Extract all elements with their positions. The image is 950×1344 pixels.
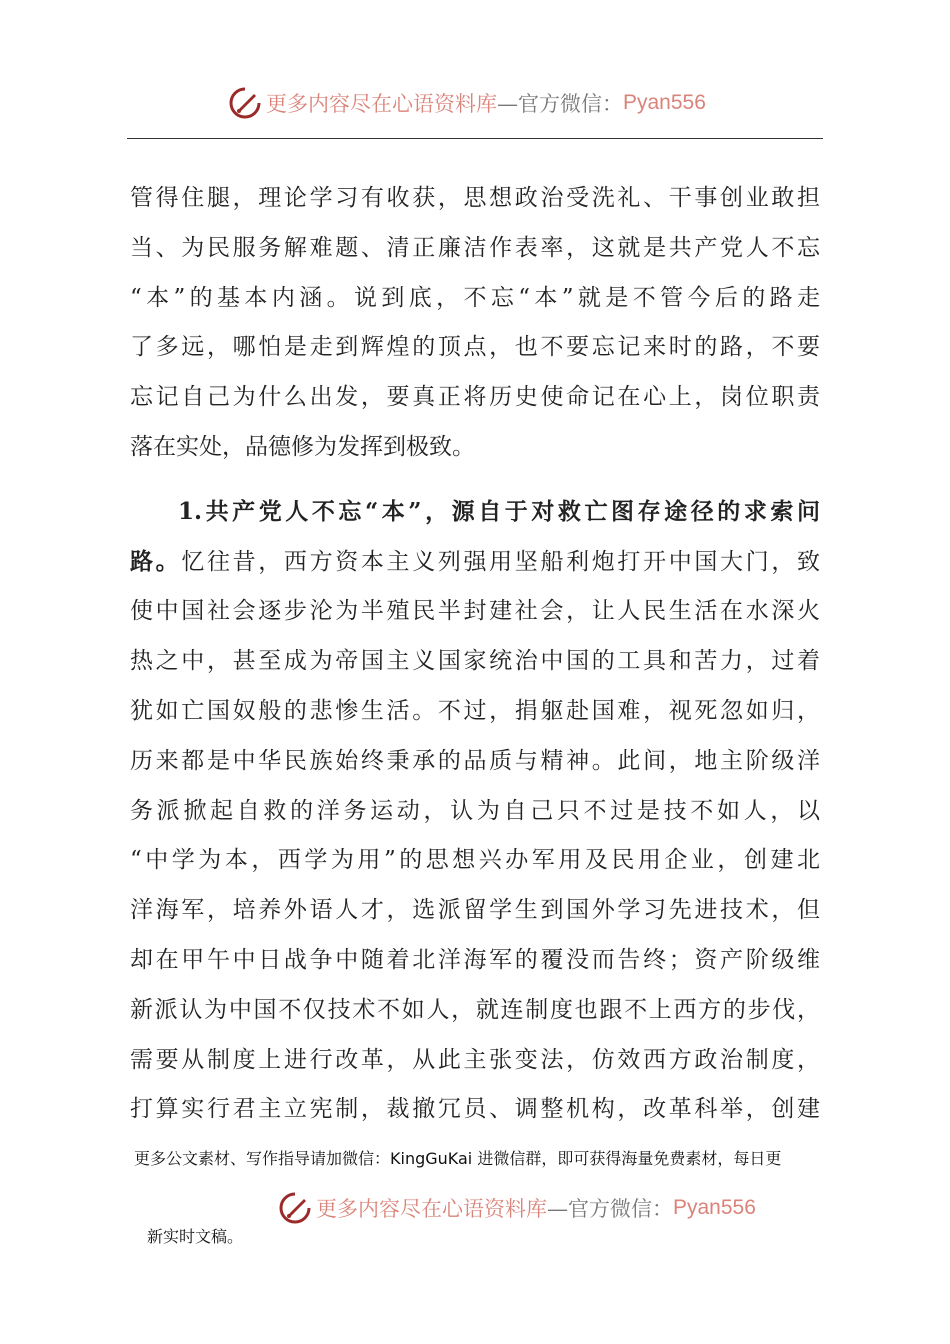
text-segment: 忆往昔，西方资本主义列强用坚船利炮打开中国大门，致 <box>181 548 821 575</box>
paragraph-1 <box>130 178 820 477</box>
header-watermark <box>228 86 706 120</box>
paragraph-2 <box>130 492 820 1139</box>
text-line: 犹如亡国奴般的悲惨生活。不过，捐躯赴国难，视死忽如归， <box>130 697 820 724</box>
text-line: 洋海军，培养外语人才，选派留学生到国外学习先进技术，但 <box>130 897 820 924</box>
watermark-wechat-id: Pyan556 <box>623 91 706 114</box>
watermark-wechat-id: Pyan556 <box>673 1196 756 1219</box>
text-line: 新派认为中国不仅技术不如人，就连制度也跟不上西方的步伐， <box>130 996 820 1023</box>
watermark-text: 更多内容尽在心语资料库 <box>316 1197 547 1221</box>
text-line: 落在实处，品德修为发挥到极致。 <box>130 433 475 460</box>
document-body <box>130 178 820 1139</box>
text-line: “中学为本，西学为用”的思想兴办军用及民用企业，创建北 <box>130 847 820 874</box>
text-line: 历来都是中华民族始终秉承的品质与精神。此间，地主阶级洋 <box>130 747 820 774</box>
text-line: 却在甲午中日战争中随着北洋海军的覆没而告终；资产阶级维 <box>130 946 820 973</box>
text-line: 使中国社会逐步沦为半殖民半封建社会，让人民生活在水深火 <box>130 598 820 625</box>
text-line: 需要从制度上进行改革，从此主张变法，仿效西方政治制度， <box>130 1046 820 1073</box>
text-line: 了多远，哪怕是走到辉煌的顶点，也不要忘记来时的路，不要 <box>130 334 820 361</box>
watermark-text: 更多内容尽在心语资料库 <box>266 92 497 116</box>
pen-logo-icon <box>228 86 262 120</box>
text-line: “本”的基本内涵。说到底，不忘“本”就是不管今后的路走 <box>130 284 820 311</box>
text-line: 热之中，甚至成为帝国主义国家统治中国的工具和苦力，过着 <box>130 648 820 675</box>
watermark-wechat-label: —官方微信： <box>547 1197 673 1221</box>
text-line: 管得住腿，理论学习有收获，思想政治受洗礼、干事创业敢担 <box>130 185 820 211</box>
text-line: 忘记自己为什么出发，要真正将历史使命记在心上，岗位职责 <box>130 384 820 411</box>
section-heading-end: 路。 <box>130 547 182 575</box>
watermark-wechat-label: —官方微信： <box>497 92 623 116</box>
text-line: 打算实行君主立宪制，裁撤冗员、调整机构，改革科举，创建 <box>130 1096 820 1123</box>
text-line: 务派掀起自救的洋务运动，认为自己只不过是技不如人，以 <box>130 797 820 824</box>
footer-promo-text: 更多公文素材、写作指导请加微信：KingGuKai 进微信群，即可获得海量免费素材，每日更 <box>134 1149 782 1168</box>
section-heading: 1.共产党人不忘“本”，源自于对救亡图存途径的求索问 <box>178 497 820 525</box>
header-divider <box>127 138 823 139</box>
text-line <box>130 542 820 592</box>
pen-logo-icon <box>278 1191 312 1225</box>
footer-promo-text-cont: 新实时文稿。 <box>147 1227 244 1246</box>
text-line: 当、为民服务解难题、清正廉洁作表率，这就是共产党人不忘 <box>130 234 820 261</box>
footer-watermark <box>278 1191 756 1225</box>
